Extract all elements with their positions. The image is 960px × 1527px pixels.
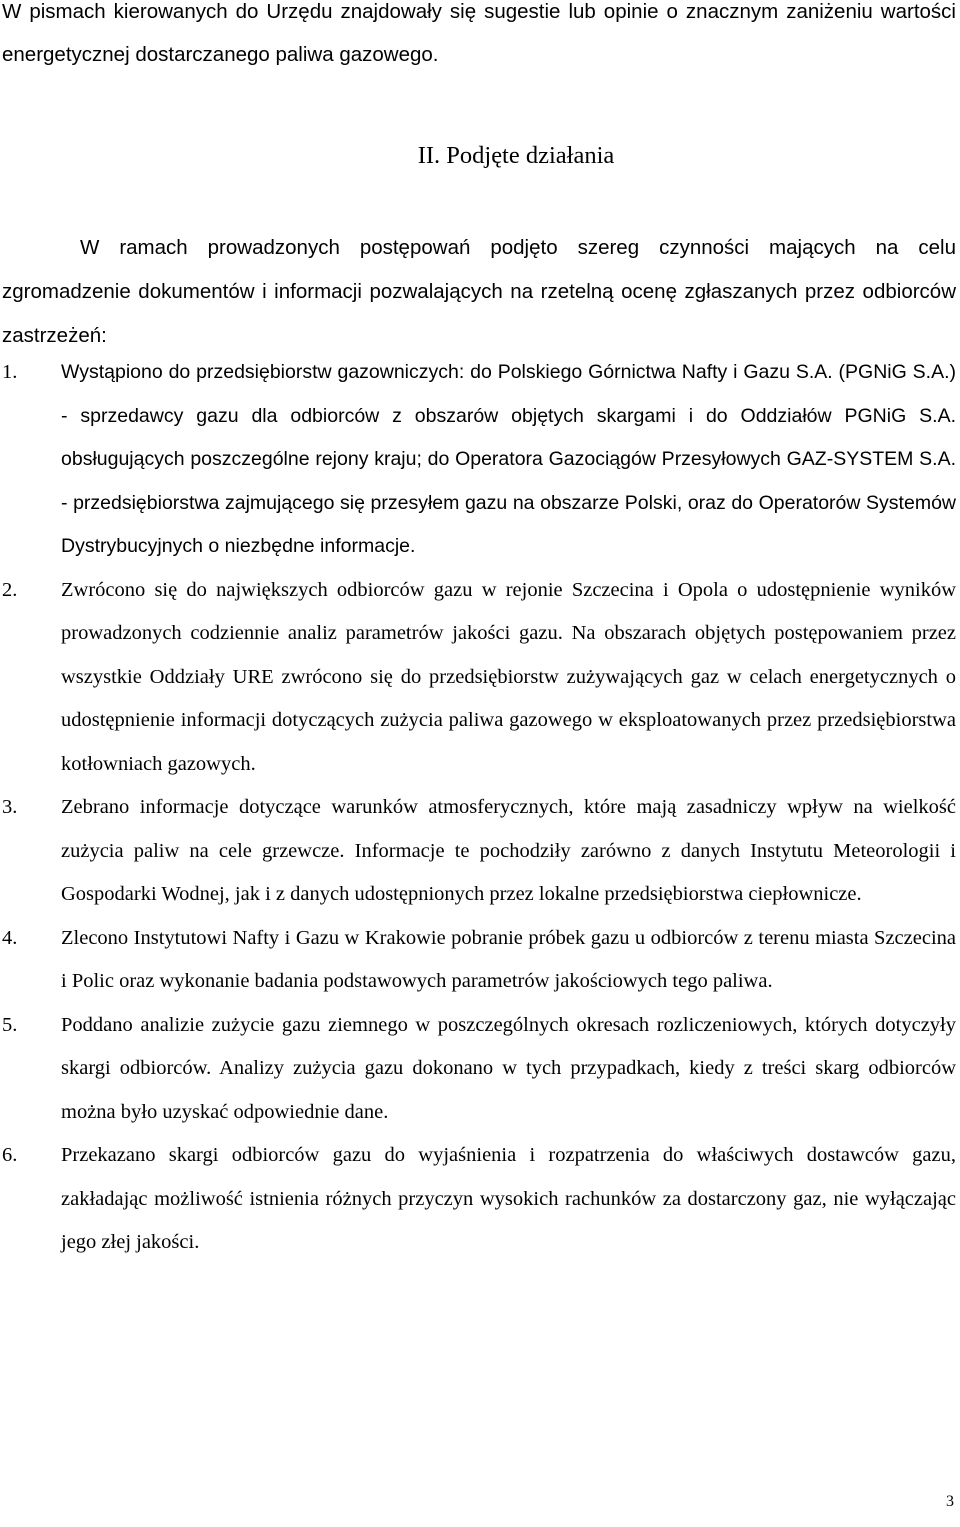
- list-item: [0, 917, 956, 1004]
- list-item-number: 1.: [2, 361, 18, 383]
- list-item-text: Zlecono Instytutowi Nafty i Gazu w Krakowie pobranie próbek gazu u odbiorców z terenu miasta Szczecina i Polic oraz wykonanie badania podstawowych parametrów jakościowych tego paliwa.: [61, 926, 956, 992]
- list-item: [0, 786, 956, 917]
- list-item: [0, 1004, 956, 1135]
- intro-paragraph: W pismach kierowanych do Urzędu znajdowały się sugestie lub opinie o znacznym zaniżeniu wartości energetycznej dostarczanego paliwa gazowego.: [2, 0, 956, 66]
- lead-paragraph: W ramach prowadzonych postępowań podjęto szereg czynności mających na celu zgromadzenie dokumentów i informacji pozwalających na rzetelną ocenę zgłaszanych przez odbiorców zastrzeżeń:: [2, 236, 956, 347]
- list-item-number: 4.: [2, 926, 18, 949]
- list-item-text: Zwrócono się do największych odbiorców gazu w rejonie Szczecina i Opola o udostępnienie wyników prowadzonych codziennie analiz parametrów jakości gazu. Na obszarach objętych postępowaniem przez wszystkie Oddziały URE zwrócono się do przedsiębiorstw zużywających gaz w celach energetycznych o udostępnienie informacji dotyczących zużycia paliwa gazowego w eksploatowanych przez przedsiębiorstwa kotłowniach gazowych.: [61, 578, 956, 775]
- list-item-text: Wystąpiono do przedsiębiorstw gazowniczych: do Polskiego Górnictwa Nafty i Gazu S.A. (PGNiG S.A.) - sprzedawcy gazu dla odbiorców z obszarów objętych skargami i do Oddziałów PGNiG S.A. obsługujących poszczególne rejony kraju; do Operatora Gazociągów Przesyłowych GAZ-SYSTEM S.A. - przedsiębiorstwa zajmującego się przesyłem gazu na obszarze Polski, oraz do Operatorów Systemów Dystrybucyjnych o niezbędne informacje.: [61, 361, 956, 557]
- section-title: II. Podjęte działania: [417, 142, 615, 169]
- list-item-number: 2.: [2, 578, 18, 601]
- list-item: [0, 569, 956, 787]
- list-item-text: Przekazano skargi odbiorców gazu do wyjaśnienia i rozpatrzenia do właściwych dostawców gazu, zakładając możliwość istnienia różnych przyczyn wysokich rachunków za dostarczony gaz, nie wyłączając jego złej jakości.: [61, 1144, 956, 1253]
- actions-list: [0, 351, 960, 1265]
- list-item-text: Poddano analizie zużycie gazu ziemnego w poszczególnych okresach rozliczeniowych, których dotyczyły skargi odbiorców. Analizy zużycia gazu dokonano w tych przypadkach, kiedy z treści skarg odbiorców można było uzyskać odpowiednie dane.: [61, 1013, 956, 1123]
- list-item-number: 3.: [2, 796, 18, 818]
- list-item-text: Zebrano informacje dotyczące warunków atmosferycznych, które mają zasadniczy wpływ na wielkość zużycia paliw na cele grzewcze. Informacje te pochodziły zarówno z danych Instytutu Meteorologii i Gospodarki Wodnej, jak i z danych udostępnionych przez lokalne przedsiębiorstwa ciepłownicze.: [61, 796, 956, 905]
- list-item: [0, 351, 956, 569]
- list-item-number: 6.: [2, 1144, 18, 1166]
- page-number: 3: [946, 1493, 954, 1510]
- list-item: [0, 1134, 956, 1265]
- list-item-number: 5.: [2, 1013, 18, 1036]
